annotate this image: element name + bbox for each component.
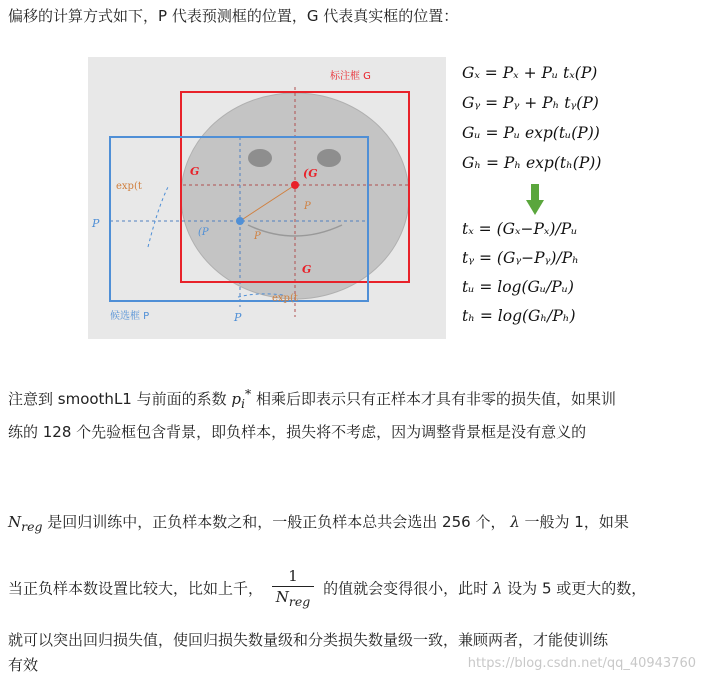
- nreg-line: $N_{reg}$ 是回归训练中，正负样本数之和，一般正负样本总共会选出 256 个， λ 一般为 1，如果: [8, 513, 629, 534]
- formula-gh: Gₕ = Pₕ exp(tₕ(P)): [462, 154, 602, 172]
- formula-tw: tᵤ = log(Gᵤ/Pᵤ): [462, 278, 574, 296]
- formula-ty: tᵧ = (Gᵧ−Pᵧ)/Pₕ: [462, 249, 579, 267]
- formula-gx: Gₓ = Pₓ + Pᵤ tₓ(P): [462, 64, 598, 82]
- para3: 当正负样本数设置比较大，比如上千， $\frac{1}{N_{reg}}$ 的值就会变得很小，此时 λ 设为 5 或更大的数，: [8, 566, 646, 612]
- formula-tx: tₓ = (Gₓ−Pₓ)/Pᵤ: [462, 220, 578, 238]
- pxy-label: (P: [198, 227, 209, 238]
- gt-center: [291, 181, 299, 189]
- watermark: https://blog.csdn.net/qq_40943760: [467, 656, 696, 671]
- formula-gy: Gᵧ = Pᵧ + Pₕ tᵧ(P): [462, 94, 599, 112]
- gt-label: 标注框 G: [330, 71, 371, 82]
- intro-text: 偏移的计算方式如下，P 代表预测框的位置，G 代表真实框的位置：: [8, 7, 459, 25]
- ph-ty-label: P: [304, 201, 311, 212]
- gw-label: G: [302, 263, 312, 276]
- inverse-nreg-fraction: $\frac{1}{N_{reg}}$: [272, 566, 315, 612]
- pw-label: P: [234, 311, 242, 324]
- exp-tx-label: exp(t: [272, 293, 298, 304]
- lambda-symbol: λ: [510, 513, 520, 531]
- formula-gw: Gᵤ = Pᵤ exp(tᵤ(P)): [462, 124, 600, 142]
- para4-line-2: 有效: [8, 656, 39, 674]
- gh-label: G: [190, 165, 200, 178]
- note-line-1: 注意到 smoothL1 与前面的系数 $p_i^*$ 相乘后即表示只有正样本才具有非零的损失值，如果训: [8, 386, 617, 411]
- pw-tx-label: P: [254, 231, 261, 242]
- coef-symbol: $p_i^*$: [231, 386, 252, 411]
- ph-label: P: [92, 217, 100, 230]
- pred-center: [236, 217, 244, 225]
- gxy-label: (G: [303, 167, 318, 180]
- arrow-down-icon: [526, 184, 544, 216]
- formula-th: tₕ = log(Gₕ/Pₕ): [462, 307, 576, 325]
- bbox-regression-figure: [88, 57, 446, 339]
- exp-ty-label: exp(t: [116, 181, 142, 192]
- para4-line-1: 就可以突出回归损失值，使回归损失数量级和分类损失数量级一致，兼顾两者，才能使训练: [8, 631, 609, 649]
- pred-label: 候选框 P: [110, 311, 150, 322]
- nreg-symbol: $N_{reg}$: [8, 513, 43, 534]
- note-line-2: 练的 128 个先验框包含背景，即负样本，损失将不考虑，因为调整背景框是没有意义的: [8, 423, 587, 441]
